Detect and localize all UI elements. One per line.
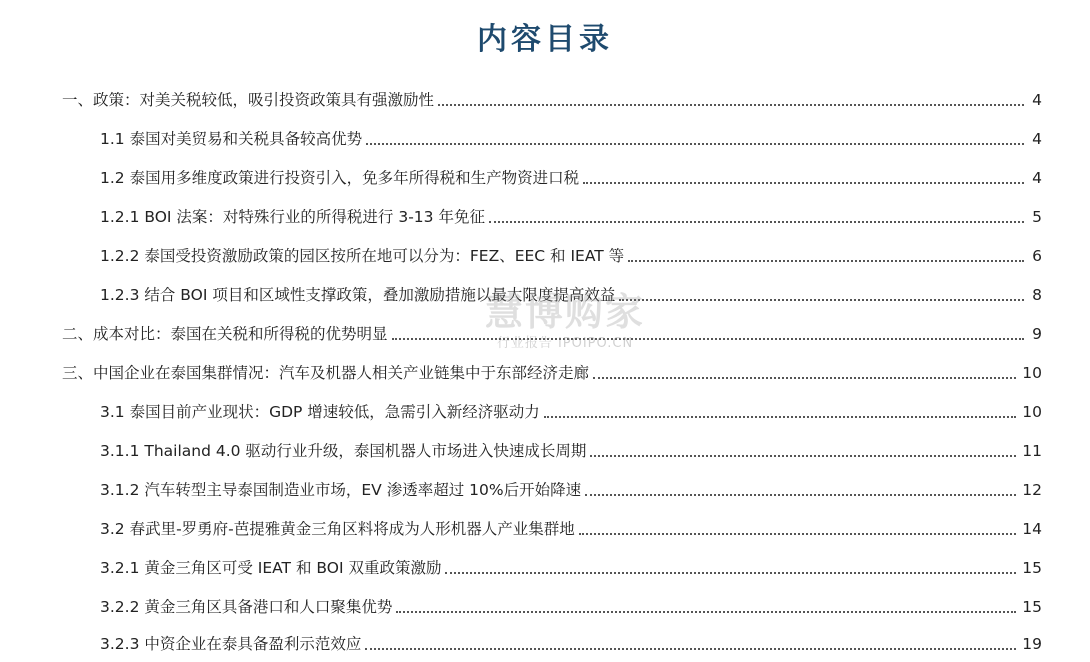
toc-entry-label: 3.1.1 Thailand 4.0 驱动行业升级，泰国机器人市场进入快速成长周期 — [100, 442, 587, 460]
dot-leader — [628, 260, 1024, 262]
toc-entry-label: 二、成本对比：泰国在关税和所得税的优势明显 — [62, 325, 388, 343]
dot-leader — [593, 377, 1016, 379]
toc-entry-page: 9 — [1032, 325, 1042, 343]
toc-entry[interactable] — [100, 478, 1042, 506]
toc-entry-page: 19 — [1022, 635, 1042, 653]
dot-leader — [619, 299, 1024, 301]
watermark-sub: 行业报告 IPOIPO.CN — [496, 336, 634, 351]
toc-entry[interactable] — [100, 632, 1042, 660]
toc-entry-label: 1.2.3 结合 BOI 项目和区域性支撑政策，叠加激励措施以最大限度提高效益 — [100, 286, 616, 304]
toc-entry-label: 3.1.2 汽车转型主导泰国制造业市场，EV 渗透率超过 10%后开始降速 — [100, 481, 582, 499]
dot-leader — [365, 648, 1016, 650]
toc-entry[interactable] — [100, 127, 1042, 155]
toc-entry-page: 11 — [1022, 442, 1042, 460]
toc-entry-page: 15 — [1022, 559, 1042, 577]
toc-entry[interactable] — [100, 166, 1042, 194]
toc-entry-page: 10 — [1022, 403, 1042, 421]
toc-entry-label: 1.1 泰国对美贸易和关税具备较高优势 — [100, 130, 363, 148]
toc-entry[interactable] — [100, 205, 1042, 233]
toc-entry-label: 3.2.2 黄金三角区具备港口和人口聚集优势 — [100, 598, 393, 616]
page-title: 内容目录 — [477, 22, 613, 57]
toc-entry-label: 1.2 泰国用多维度政策进行投资引入，免多年所得税和生产物资进口税 — [100, 169, 580, 187]
dot-leader — [583, 182, 1024, 184]
toc-entry-page: 5 — [1032, 208, 1042, 226]
toc-entry-page: 14 — [1022, 520, 1042, 538]
toc-entry-page: 4 — [1032, 169, 1042, 187]
toc-entry-label: 三、中国企业在泰国集群情况：汽车及机器人相关产业链集中于东部经济走廊 — [62, 364, 590, 382]
toc-entry-label: 3.2 春武里-罗勇府-芭提雅黄金三角区料将成为人形机器人产业集群地 — [100, 520, 575, 538]
dot-leader — [585, 494, 1016, 496]
dot-leader — [489, 221, 1024, 223]
toc-entry[interactable] — [62, 322, 1042, 350]
toc-entry-page: 6 — [1032, 247, 1042, 265]
toc-entry-label: 3.2.1 黄金三角区可受 IEAT 和 BOI 双重政策激励 — [100, 559, 442, 577]
dot-leader — [590, 455, 1016, 457]
toc-entry-page: 12 — [1022, 481, 1042, 499]
toc-entry[interactable] — [100, 556, 1042, 584]
dot-leader — [445, 572, 1016, 574]
toc-entry[interactable] — [100, 283, 1042, 311]
toc-entry[interactable] — [100, 244, 1042, 272]
dot-leader — [396, 611, 1016, 613]
toc-entry-label: 一、政策：对美关税较低，吸引投资政策具有强激励性 — [62, 91, 435, 109]
dot-leader — [579, 533, 1017, 535]
toc-entry[interactable] — [62, 88, 1042, 116]
toc-entry-page: 15 — [1022, 598, 1042, 616]
toc-entry[interactable] — [100, 595, 1042, 623]
dot-leader — [392, 338, 1024, 340]
toc-entry-label: 1.2.1 BOI 法案：对特殊行业的所得税进行 3-13 年免征 — [100, 208, 485, 226]
toc-entry-label: 3.1 泰国目前产业现状：GDP 增速较低，急需引入新经济驱动力 — [100, 403, 540, 421]
toc-entry-page: 4 — [1032, 91, 1042, 109]
toc-entry[interactable] — [100, 517, 1042, 545]
watermark-main: 慧博购家 — [484, 290, 645, 334]
toc-entry-label: 3.2.3 中资企业在泰具备盈利示范效应 — [100, 635, 362, 653]
toc-entry-page: 8 — [1032, 286, 1042, 304]
toc-entry[interactable] — [100, 400, 1042, 428]
toc-entry[interactable] — [62, 361, 1042, 389]
toc-entry-label: 1.2.2 泰国受投资激励政策的园区按所在地可以分为：FEZ、EEC 和 IEAT 等 — [100, 247, 625, 265]
dot-leader — [366, 143, 1024, 145]
toc-entry-page: 4 — [1032, 130, 1042, 148]
dot-leader — [544, 416, 1016, 418]
dot-leader — [438, 104, 1024, 106]
toc-entry-page: 10 — [1022, 364, 1042, 382]
toc-entry[interactable] — [100, 439, 1042, 467]
